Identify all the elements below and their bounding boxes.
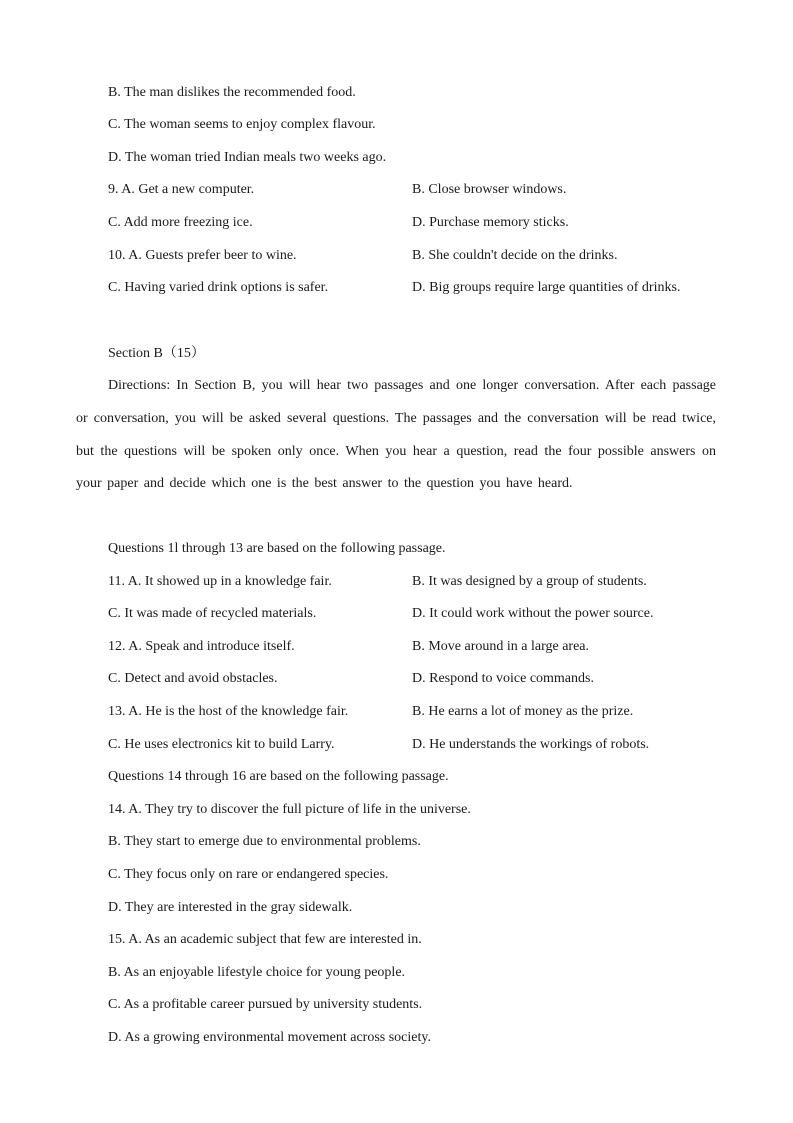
q14-option-d: D. They are interested in the gray sidewalk. [108, 900, 353, 915]
q13-option-c: C. He uses electronics kit to build Larry. [108, 737, 335, 752]
q10-option-b: B. She couldn't decide on the drinks. [412, 248, 618, 263]
q10-option-a: 10. A. Guests prefer beer to wine. [108, 248, 297, 263]
q9-option-a: 9. A. Get a new computer. [108, 182, 255, 197]
intro-questions-14-16: Questions 14 through 16 are based on the following passage. [108, 769, 449, 784]
q13-option-a: 13. A. He is the host of the knowledge fair. [108, 704, 349, 719]
q13-option-b: B. He earns a lot of money as the prize. [412, 704, 634, 719]
q11-option-b: B. It was designed by a group of students. [412, 574, 647, 589]
section-b-directions: Directions: In Section B, you will hear two passages and one longer conversation. After each passage or conversation, you will be asked several questions. The passages and the conversation will be read twice, but the questions will be spoken only once. When you hear a question, read the four possible answers on your paper and decide which one is the best answer to the question you have heard. [76, 378, 716, 492]
q12-option-d: D. Respond to voice commands. [412, 671, 594, 686]
q8-option-d: D. The woman tried Indian meals two weeks ago. [108, 150, 387, 165]
q15-option-d: D. As a growing environmental movement across society. [108, 1030, 431, 1045]
q12-option-a: 12. A. Speak and introduce itself. [108, 639, 295, 654]
q9-option-b: B. Close browser windows. [412, 182, 567, 197]
q10-option-d: D. Big groups require large quantities of drinks. [412, 280, 681, 295]
q13-option-d: D. He understands the workings of robots. [412, 737, 650, 752]
q14-option-c: C. They focus only on rare or endangered species. [108, 867, 389, 882]
q14-option-b: B. They start to emerge due to environmental problems. [108, 834, 421, 849]
q15-option-c: C. As a profitable career pursued by university students. [108, 997, 423, 1012]
q8-option-c: C. The woman seems to enjoy complex flavour. [108, 117, 376, 132]
q12-option-b: B. Move around in a large area. [412, 639, 590, 654]
q9-option-c: C. Add more freezing ice. [108, 215, 253, 230]
q9-option-d: D. Purchase memory sticks. [412, 215, 569, 230]
q11-option-c: C. It was made of recycled materials. [108, 606, 317, 621]
q15-option-b: B. As an enjoyable lifestyle choice for young people. [108, 965, 406, 980]
q11-option-d: D. It could work without the power source. [412, 606, 654, 621]
q12-option-c: C. Detect and avoid obstacles. [108, 671, 278, 686]
q14-option-a: 14. A. They try to discover the full picture of life in the universe. [108, 802, 471, 817]
q15-option-a: 15. A. As an academic subject that few are interested in. [108, 932, 422, 947]
section-b-heading: Section B（15） [108, 346, 205, 361]
intro-questions-11-13: Questions 1l through 13 are based on the following passage. [108, 541, 446, 556]
q8-option-b: B. The man dislikes the recommended food. [108, 85, 356, 100]
q11-option-a: 11. A. It showed up in a knowledge fair. [108, 574, 332, 589]
q10-option-c: C. Having varied drink options is safer. [108, 280, 329, 295]
